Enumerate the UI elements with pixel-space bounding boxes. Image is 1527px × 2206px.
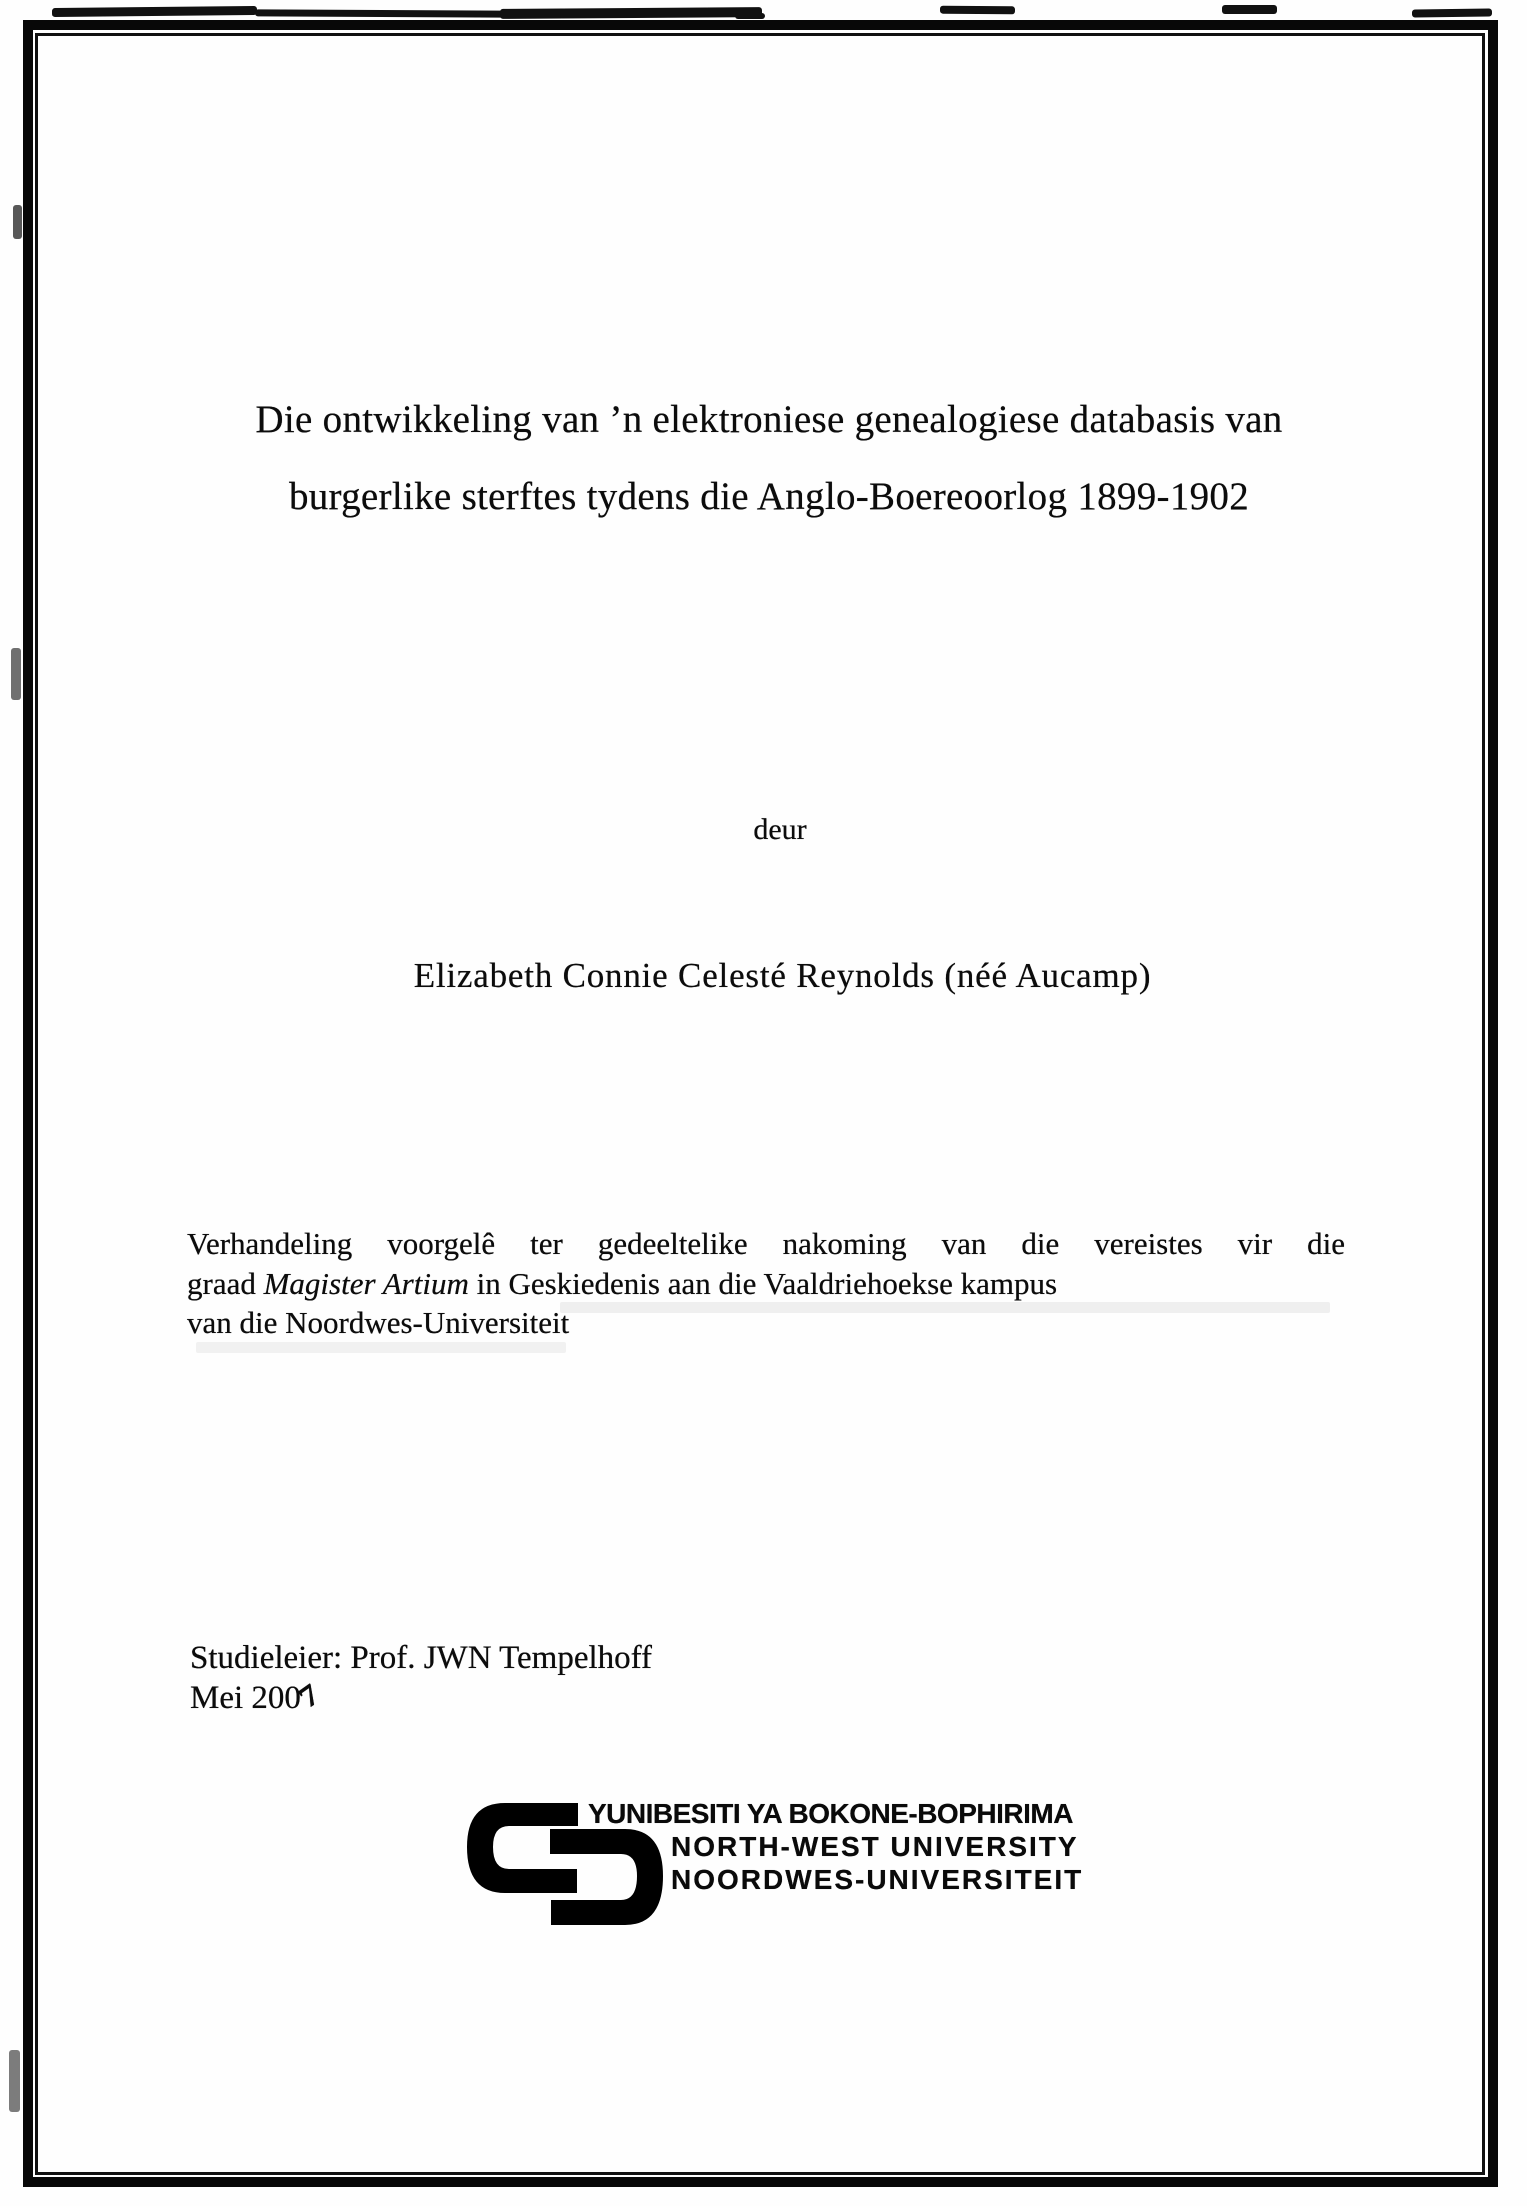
author-name: Elizabeth Connie Celesté Reynolds (néé Aucamp) [413,956,1152,995]
scan-artifact [52,6,257,17]
date-line [190,1678,1090,1718]
nwu-logo [467,1798,1087,1933]
nwu-logo-text [588,1797,1083,1896]
scan-artifact [11,648,21,700]
supervisor-block [190,1638,1090,1718]
scan-artifact [13,205,22,239]
degree-statement-line2-suffix: in Geskiedenis aan die Vaaldriehoekse kampus [468,1265,1058,1301]
degree-name-italic: Magister Artium [263,1265,469,1301]
thesis-title [186,381,1352,535]
nwu-logo-line3: NOORDWES-UNIVERSITEIT [671,1864,1084,1895]
thesis-title-line2: burgerlike sterftes tydens die Anglo-Boereoorlog 1899-1902 [288,475,1250,518]
degree-statement [187,1224,1345,1343]
handwritten-seven-glyph: 7 [292,1678,327,1716]
date-prefix: Mei 200 [190,1680,301,1716]
scan-artifact [500,7,762,19]
scan-artifact [9,2050,20,2112]
degree-statement-line2 [187,1264,1345,1304]
scan-ghosting [196,1342,566,1353]
scan-artifact [940,6,1015,15]
degree-statement-line3: van die Noordwes-Universiteit [187,1305,570,1340]
scan-artifact [735,13,765,19]
nwu-logo-line2: NORTH-WEST UNIVERSITY [671,1831,1079,1862]
scan-artifact [1412,9,1492,18]
degree-statement-line2-prefix: graad [187,1265,264,1301]
scan-artifact [1222,5,1277,14]
byline-word: deur [753,813,807,846]
thesis-title-line1: Die ontwikkeling van ’n elektroniese genealogiese databasis van [255,398,1283,441]
nwu-logo-line1: YUNIBESITI YA BOKONE-BOPHIRIMA [588,1798,1073,1829]
scan-artifact [255,9,505,17]
degree-statement-line1: Verhandeling voorgelê ter gedeeltelike nakoming van die vereistes vir die [187,1226,1345,1261]
supervisor-line: Studieleier: Prof. JWN Tempelhoff [190,1640,653,1676]
